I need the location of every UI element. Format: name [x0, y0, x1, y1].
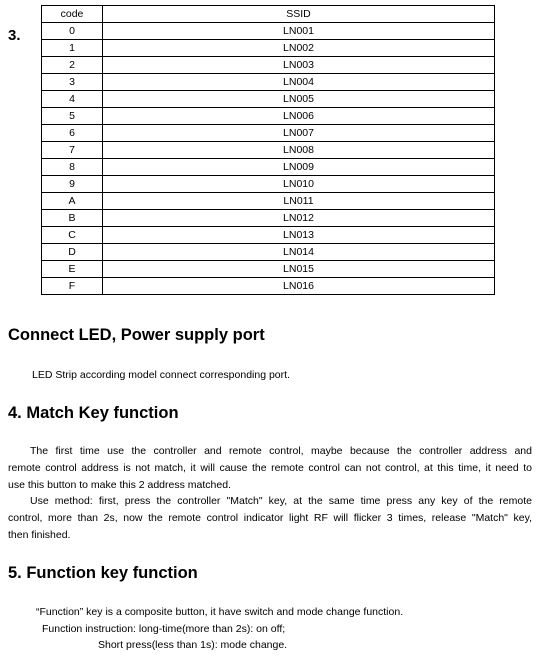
- table-row: [42, 40, 495, 57]
- table-row: [42, 244, 495, 261]
- match-p1-line3: use this button to make this 2 address matched.: [8, 479, 231, 491]
- table-header-row: [42, 6, 495, 23]
- function-line-1: “Function” key is a composite button, it have switch and mode change function.: [36, 606, 404, 618]
- function-line-2: Function instruction: long-time(more than 2s): on off;: [42, 623, 286, 635]
- header-ssid: SSID: [103, 6, 495, 23]
- table-row: [42, 125, 495, 142]
- function-line-3: Short press(less than 1s): mode change.: [98, 639, 288, 651]
- step-number-3: 3.: [8, 27, 21, 44]
- ssid-cell: LN016: [103, 278, 495, 295]
- ssid-cell: LN010: [103, 176, 495, 193]
- ssid-cell: LN015: [103, 261, 495, 278]
- code-cell: 5: [42, 108, 103, 125]
- table-row: [42, 23, 495, 40]
- code-cell: 8: [42, 159, 103, 176]
- match-p1-line2: remote control address is not match, it will cause the remote control can not control, at this time, it need to: [8, 462, 532, 474]
- function-heading: 5. Function key function: [8, 564, 198, 582]
- ssid-cell: LN005: [103, 91, 495, 108]
- connect-heading: Connect LED, Power supply port: [8, 326, 265, 344]
- table-row: [42, 210, 495, 227]
- ssid-cell: LN013: [103, 227, 495, 244]
- ssid-code-table: [41, 5, 495, 295]
- code-cell: D: [42, 244, 103, 261]
- code-cell: F: [42, 278, 103, 295]
- ssid-cell: LN002: [103, 40, 495, 57]
- code-cell: B: [42, 210, 103, 227]
- table-row: [42, 57, 495, 74]
- table-body: [42, 23, 495, 295]
- table-row: [42, 261, 495, 278]
- header-code: code: [42, 6, 103, 23]
- ssid-cell: LN009: [103, 159, 495, 176]
- code-cell: E: [42, 261, 103, 278]
- ssid-cell: LN008: [103, 142, 495, 159]
- table-row: [42, 91, 495, 108]
- table-row: [42, 227, 495, 244]
- table-row: [42, 142, 495, 159]
- match-paragraph-2: [8, 493, 532, 544]
- ssid-cell: LN003: [103, 57, 495, 74]
- match-p2-line1: Use method: first, press the controller "Match" key, at the same time press any key of the remote: [30, 495, 532, 507]
- code-cell: A: [42, 193, 103, 210]
- table-row: [42, 278, 495, 295]
- match-p2-line3: then finished.: [8, 529, 71, 541]
- connect-text: LED Strip according model connect corresponding port.: [32, 369, 290, 381]
- match-paragraph-1: [8, 443, 532, 494]
- ssid-cell: LN014: [103, 244, 495, 261]
- ssid-cell: LN001: [103, 23, 495, 40]
- code-cell: 0: [42, 23, 103, 40]
- code-cell: 9: [42, 176, 103, 193]
- code-cell: 3: [42, 74, 103, 91]
- ssid-cell: LN006: [103, 108, 495, 125]
- match-p1-line1: The first time use the controller and remote control, maybe because the controller address and: [30, 445, 532, 457]
- code-cell: 7: [42, 142, 103, 159]
- code-cell: 1: [42, 40, 103, 57]
- ssid-cell: LN004: [103, 74, 495, 91]
- code-cell: 2: [42, 57, 103, 74]
- table-row: [42, 176, 495, 193]
- table-row: [42, 74, 495, 91]
- table-row: [42, 108, 495, 125]
- ssid-cell: LN012: [103, 210, 495, 227]
- match-heading: 4. Match Key function: [8, 404, 179, 422]
- code-cell: 6: [42, 125, 103, 142]
- code-cell: 4: [42, 91, 103, 108]
- ssid-cell: LN011: [103, 193, 495, 210]
- match-p2-line2: control, more than 2s, now the remote control indicator light RF will flicker 3 times, release "Match" key,: [8, 512, 532, 524]
- table-row: [42, 193, 495, 210]
- table-row: [42, 159, 495, 176]
- code-cell: C: [42, 227, 103, 244]
- ssid-cell: LN007: [103, 125, 495, 142]
